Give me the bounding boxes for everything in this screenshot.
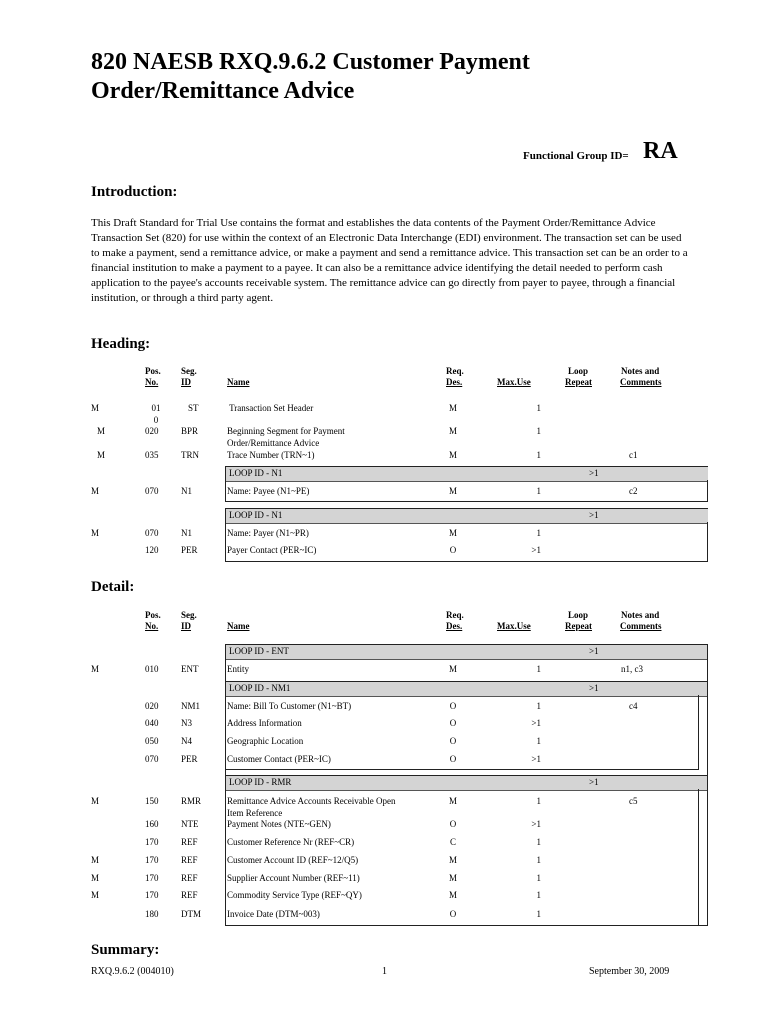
row-position: 040 [145, 718, 159, 728]
loop-nm1-bracket-right [698, 695, 699, 769]
loop-id-label: LOOP ID - N1 [229, 510, 283, 520]
column-header-pos-1: Pos. [145, 366, 161, 376]
row-position: 170 [145, 890, 159, 900]
loop-bracket-left [225, 522, 226, 561]
column-header-name: Name [227, 377, 250, 387]
row-flag: M [91, 486, 100, 496]
row-position: 010 [145, 664, 159, 674]
row-max-use: >1 [531, 718, 541, 728]
column-header-loop-2: Repeat [565, 621, 592, 631]
row-flag: M [91, 664, 100, 674]
column-header-loop-1: Loop [568, 366, 589, 376]
loop-nm1-bracket-bottom [225, 769, 699, 770]
loop-bracket-bottom [225, 561, 708, 562]
detail-loop-ent [225, 644, 708, 660]
row-max-use: 1 [536, 890, 541, 900]
loop-rmr-bracket-right [698, 789, 699, 925]
row-name: Beginning Segment for Payment Order/Remittance Advice [227, 426, 345, 448]
column-header-loop-2: Repeat [565, 377, 592, 387]
row-position: 070 [145, 528, 159, 538]
row-requirement: O [449, 545, 457, 555]
row-max-use: 1 [536, 736, 541, 746]
row-position: 035 [145, 450, 159, 460]
row-flag: M [97, 450, 106, 460]
row-segment-id: REF [181, 837, 198, 847]
heading-section-title: Heading: [91, 336, 151, 352]
row-segment-id: ENT [181, 664, 199, 674]
row-max-use: 1 [536, 701, 541, 711]
row-position: 160 [145, 819, 159, 829]
loop-id-label: LOOP ID - N1 [229, 468, 283, 478]
row-max-use: 1 [536, 528, 541, 538]
loop-ent-bracket-bottom [225, 925, 708, 926]
row-segment-id: TRN [181, 450, 199, 460]
loop-id-label: LOOP ID - ENT [229, 646, 289, 656]
loop-ent-bracket-right [707, 644, 708, 925]
loop-bracket-right [707, 480, 708, 501]
row-flag: M [97, 426, 106, 436]
row-max-use: 1 [536, 855, 541, 865]
row-position: 01 0 [151, 403, 161, 425]
row-notes: c5 [629, 796, 638, 806]
loop-repeat: >1 [589, 683, 599, 693]
row-position: 180 [145, 909, 159, 919]
row-requirement: O [449, 909, 457, 919]
column-header-notes-1: Notes and [621, 610, 660, 620]
column-header-pos-2: No. [145, 377, 159, 387]
row-position: 170 [145, 855, 159, 865]
row-requirement: O [449, 701, 457, 711]
introduction-text: This Draft Standard for Trial Use contains the format and establishes the data contents of the Payment Order/Remittance Advice Transaction Set (820) for use within the context of an Electronic Data Interchange (EDI) environment. The transaction set can be used to make a payment, send a remittance advice, or make a payment and send a remittance advice. This transaction set can be an order to a financial institution to make a payment to a payee. It can also be a remittance advice identifying the detail needed to perform cash application to the payee's accounts receivable system. The remittance advice can go directly from payer to payee, through a financial institution, or through a third party agent. [91, 217, 688, 304]
row-requirement: M [448, 890, 457, 900]
column-header-max: Max.Use [497, 621, 531, 631]
row-max-use: 1 [536, 664, 541, 674]
row-max-use: >1 [531, 754, 541, 764]
row-name: Commodity Service Type (REF~QY) [227, 890, 362, 900]
row-segment-id: DTM [181, 909, 201, 919]
loop-bracket-right [707, 522, 708, 561]
column-header-loop-1: Loop [568, 610, 589, 620]
row-flag: M [91, 873, 100, 883]
column-header-pos-2: No. [145, 621, 159, 631]
row-max-use: 1 [536, 450, 541, 460]
row-position: 150 [145, 796, 159, 806]
row-segment-id: REF [181, 855, 198, 865]
row-requirement: M [448, 426, 457, 436]
row-name: Customer Reference Nr (REF~CR) [227, 837, 355, 847]
row-name: Name: Payee (N1~PE) [227, 486, 310, 496]
heading-loop-n1-payer [225, 508, 708, 524]
loop-repeat: >1 [589, 510, 599, 520]
column-header-req-1: Req. [446, 366, 464, 376]
row-notes: c2 [629, 486, 638, 496]
column-header-notes-1: Notes and [621, 366, 660, 376]
row-max-use: 1 [536, 403, 541, 413]
row-name: Name: Bill To Customer (N1~BT) [227, 701, 352, 711]
row-name: Invoice Date (DTM~003) [227, 909, 320, 919]
footer-version: RXQ.9.6.2 (004010) [91, 966, 174, 977]
row-flag: M [91, 528, 100, 538]
row-notes: c4 [629, 701, 638, 711]
row-max-use: 1 [536, 837, 541, 847]
row-position: 170 [145, 837, 159, 847]
row-flag: M [91, 403, 100, 413]
loop-repeat: >1 [589, 646, 599, 656]
detail-loop-rmr [225, 775, 708, 791]
row-name: Remittance Advice Accounts Receivable Open Item Reference [227, 796, 396, 818]
row-name: Address Information [227, 718, 302, 728]
row-position: 050 [145, 736, 159, 746]
row-flag: M [91, 855, 100, 865]
row-requirement: O [449, 718, 457, 728]
row-requirement: O [449, 736, 457, 746]
detail-section-title: Detail: [91, 579, 135, 595]
introduction-heading: Introduction: [91, 184, 178, 200]
row-name: Payment Notes (NTE~GEN) [227, 819, 331, 829]
detail-loop-nm1 [225, 681, 708, 697]
summary-section-title: Summary: [91, 942, 160, 958]
column-header-seg-1: Seg. [181, 610, 197, 620]
row-position: 070 [145, 486, 159, 496]
loop-repeat: >1 [589, 468, 599, 478]
loop-ent-bracket-left [225, 658, 226, 925]
row-requirement: M [448, 855, 457, 865]
column-header-notes-2: Comments [620, 621, 662, 631]
row-requirement: M [448, 528, 457, 538]
row-name: Transaction Set Header [227, 403, 314, 413]
row-name: Entity [227, 664, 249, 674]
row-segment-id: BPR [181, 426, 199, 436]
row-requirement: O [449, 819, 457, 829]
row-name: Payer Contact (PER~IC) [227, 545, 317, 555]
row-flag: M [91, 890, 100, 900]
row-segment-id: REF [181, 873, 198, 883]
column-header-pos-1: Pos. [145, 610, 161, 620]
row-segment-id: N4 [181, 736, 192, 746]
row-requirement: M [448, 796, 457, 806]
row-max-use: 1 [536, 486, 541, 496]
row-requirement: C [449, 837, 456, 847]
column-header-req-2: Des. [446, 621, 463, 631]
functional-group-value: RA [643, 138, 678, 164]
column-header-notes-2: Comments [620, 377, 662, 387]
row-notes: c1 [629, 450, 638, 460]
row-name: Name: Payer (N1~PR) [227, 528, 309, 538]
row-segment-id: RMR [181, 796, 202, 806]
row-name: Geographic Location [227, 736, 304, 746]
row-flag: M [91, 796, 100, 806]
column-header-seg-2: ID [181, 621, 192, 631]
row-requirement: O [449, 754, 457, 764]
row-max-use: 1 [536, 909, 541, 919]
row-requirement: M [448, 873, 457, 883]
row-segment-id: REF [181, 890, 198, 900]
row-position: 120 [145, 545, 159, 555]
row-max-use: >1 [531, 819, 541, 829]
heading-loop-n1-payee [225, 466, 708, 482]
row-segment-id: PER [181, 754, 198, 764]
column-header-req-2: Des. [446, 377, 463, 387]
footer-date: September 30, 2009 [589, 966, 670, 977]
row-requirement: M [448, 486, 457, 496]
row-notes: n1, c3 [621, 664, 643, 674]
row-position: 020 [145, 426, 159, 436]
loop-bracket-bottom [225, 501, 708, 502]
footer-page-number: 1 [382, 966, 387, 977]
row-segment-id: ST [188, 403, 199, 413]
row-segment-id: NTE [181, 819, 199, 829]
column-header-seg-1: Seg. [181, 366, 197, 376]
loop-bracket-left [225, 480, 226, 501]
row-position: 070 [145, 754, 159, 764]
row-segment-id: PER [181, 545, 198, 555]
row-max-use: 1 [536, 873, 541, 883]
row-requirement: M [448, 450, 457, 460]
row-segment-id: N1 [181, 486, 192, 496]
loop-id-label: LOOP ID - NM1 [229, 683, 291, 693]
loop-repeat: >1 [589, 777, 599, 787]
column-header-seg-2: ID [181, 377, 192, 387]
column-header-req-1: Req. [446, 610, 464, 620]
row-name: Trace Number (TRN~1) [227, 450, 315, 460]
row-name: Supplier Account Number (REF~11) [227, 873, 360, 883]
functional-group-label: Functional Group ID= [523, 150, 629, 162]
row-name: Customer Contact (PER~IC) [227, 754, 331, 764]
row-requirement: M [448, 403, 457, 413]
column-header-max: Max.Use [497, 377, 531, 387]
row-position: 020 [145, 701, 159, 711]
row-max-use: 1 [536, 796, 541, 806]
row-max-use: >1 [531, 545, 541, 555]
row-name: Customer Account ID (REF~12/Q5) [227, 855, 359, 865]
row-requirement: M [448, 664, 457, 674]
document-title: 820 NAESB RXQ.9.6.2 Customer Payment Order/Remittance Advice [91, 49, 530, 104]
row-max-use: 1 [536, 426, 541, 436]
row-segment-id: N1 [181, 528, 192, 538]
row-position: 170 [145, 873, 159, 883]
loop-id-label: LOOP ID - RMR [229, 777, 292, 787]
column-header-name: Name [227, 621, 250, 631]
row-segment-id: N3 [181, 718, 192, 728]
row-segment-id: NM1 [181, 701, 201, 711]
